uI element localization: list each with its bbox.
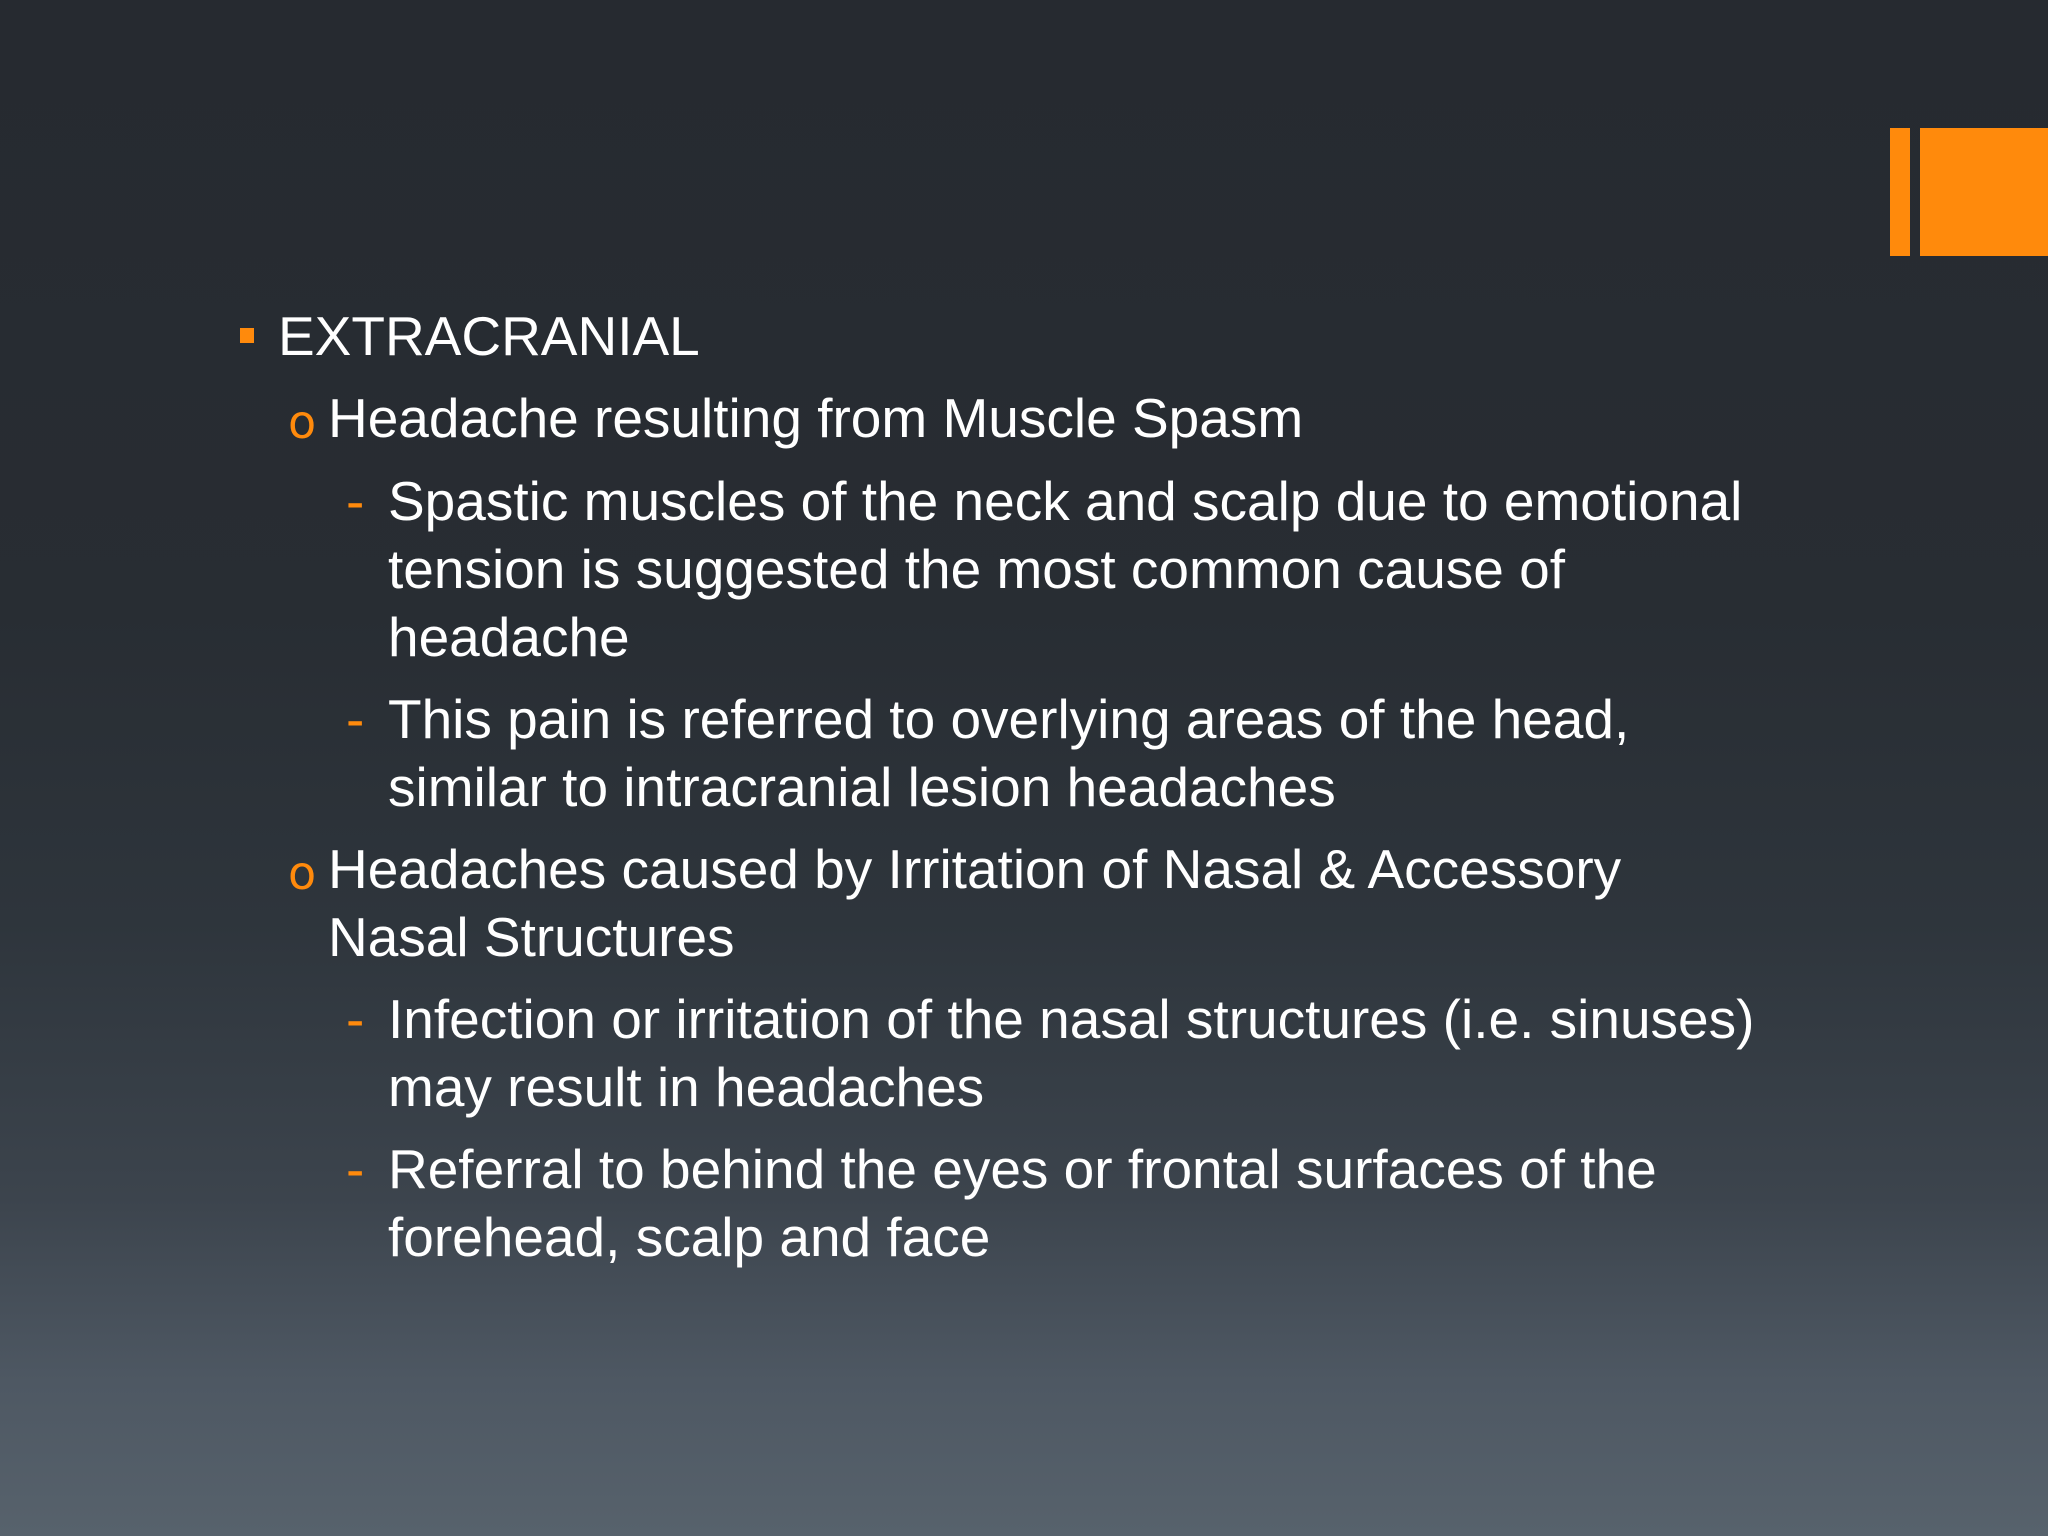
dash-bullet-icon: -	[346, 1138, 365, 1200]
section-title: Headaches caused by Irritation of Nasal & Accessory	[328, 838, 1622, 900]
point-line: forehead, scalp and face	[388, 1206, 991, 1268]
section-title: Nasal Structures	[328, 906, 735, 968]
circle-bullet-icon: o	[288, 846, 317, 900]
heading: EXTRACRANIAL	[278, 305, 700, 367]
circle-bullet-icon: o	[288, 395, 317, 449]
point-line: This pain is referred to overlying areas of the head,	[388, 688, 1630, 750]
point-line: may result in headaches	[388, 1056, 985, 1118]
point-line: Infection or irritation of the nasal structures (i.e. sinuses)	[388, 988, 1755, 1050]
accent-block	[1920, 128, 2048, 256]
section-title: Headache resulting from Muscle Spasm	[328, 387, 1304, 449]
point-line: Referral to behind the eyes or frontal surfaces of the	[388, 1138, 1657, 1200]
square-bullet-icon	[240, 328, 254, 343]
point-line: headache	[388, 606, 630, 668]
dash-bullet-icon: -	[346, 688, 365, 750]
point-line: Spastic muscles of the neck and scalp due to emotional	[388, 470, 1743, 532]
dash-bullet-icon: -	[346, 470, 365, 532]
point-line: similar to intracranial lesion headaches	[388, 756, 1336, 818]
point-line: tension is suggested the most common cause of	[388, 538, 1566, 600]
accent-bar-thin	[1890, 128, 1910, 256]
dash-bullet-icon: -	[346, 988, 365, 1050]
